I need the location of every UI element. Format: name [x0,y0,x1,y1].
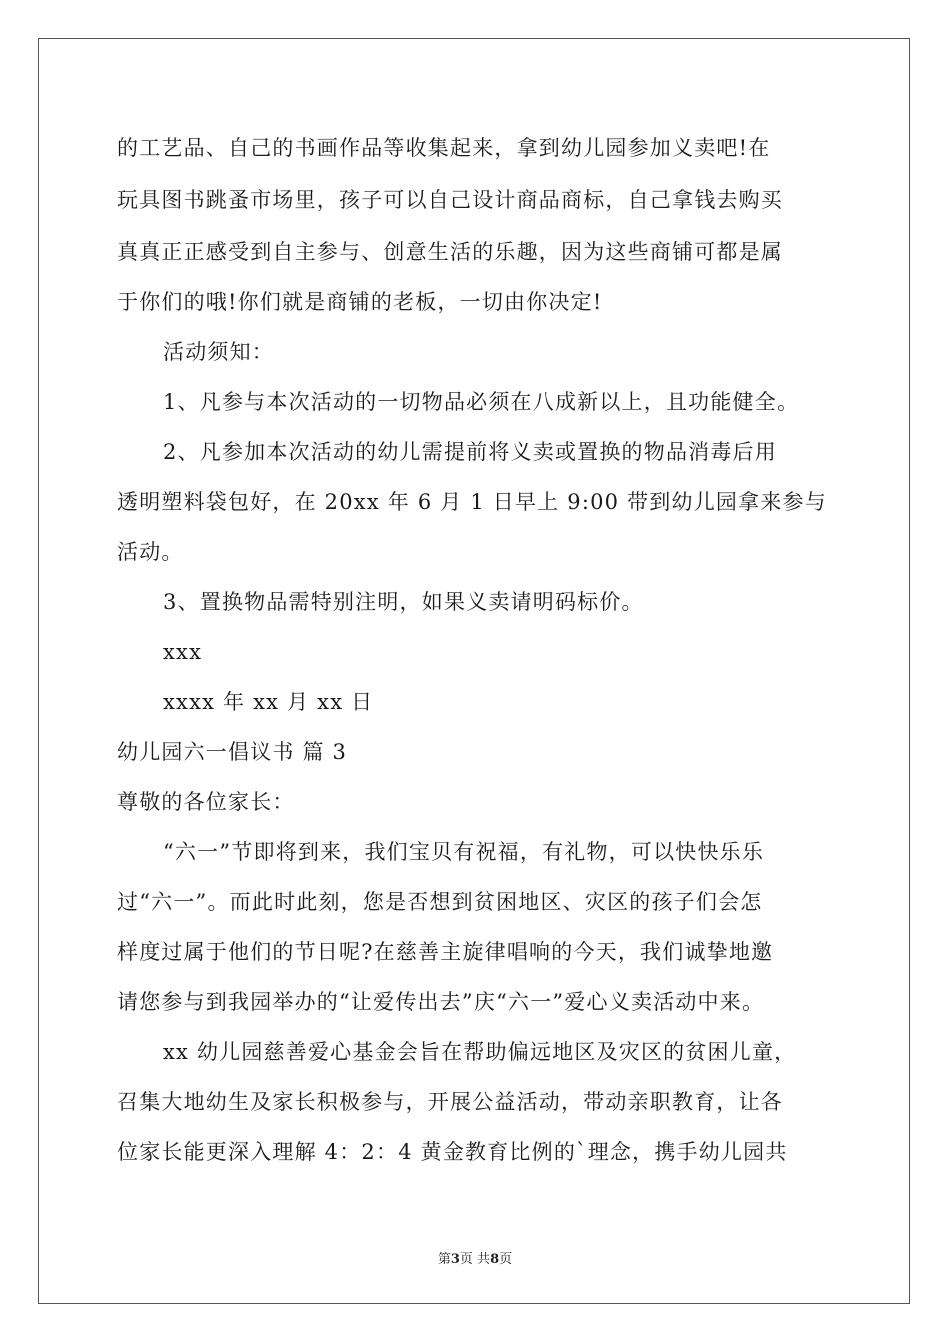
section-title: 幼儿园六一倡议书 篇 3 [117,740,348,764]
footer-mid: 页 共 [459,1252,491,1267]
para-2-line-2: 召集大地幼生及家长积极参与，开展公益活动，带动亲职教育，让各 [117,1090,783,1114]
notice-item-2: 2、凡参加本次活动的幼儿需提前将义卖或置换的物品消毒后用 [163,440,777,464]
notice-item-2-end: 活动。 [117,540,184,564]
para-1-line-1: “六一”节即将到来，我们宝贝有祝福，有礼物，可以快快乐乐 [163,840,765,864]
notice-item-2-cont: 透明塑料袋包好，在 20xx 年 6 月 1 日早上 9:00 带到幼儿园拿来参与 [117,490,827,514]
salutation: 尊敬的各位家长： [117,790,295,814]
para-1-line-4: 请您参与到我园举办的“让爱传出去”庆“六一”爱心义卖活动中来。 [117,990,765,1014]
footer-page-current: 3 [450,1252,460,1267]
body-line-1: 的工艺品、自己的书画作品等收集起来，拿到幼儿园参加义卖吧!在 [117,136,771,160]
para-2-line-3: 位家长能更深入理解 4：2：4 黄金教育比例的`理念，携手幼儿园共 [117,1140,788,1164]
notice-heading: 活动须知： [163,340,274,364]
signature-date: xxxx 年 xx 月 xx 日 [163,690,374,714]
notice-item-1: 1、凡参与本次活动的一切物品必须在八成新以上，且功能健全。 [163,390,800,414]
para-1-line-3: 样度过属于他们的节日呢?在慈善主旋律唱响的今天，我们诚挚地邀 [117,940,774,964]
body-line-3: 真真正正感受到自主参与、创意生活的乐趣，因为这些商铺可都是属 [117,240,783,264]
footer-page-total: 8 [490,1252,500,1267]
signature-name: xxx [163,640,203,664]
page-footer [0,1248,950,1267]
footer-prefix: 第 [437,1252,451,1267]
footer-suffix: 页 [499,1252,513,1267]
body-line-4: 于你们的哦!你们就是商铺的老板，一切由你决定! [117,290,603,314]
para-1-line-2: 过“六一”。而此时此刻，您是否想到贫困地区、灾区的孩子们会怎 [117,890,763,914]
para-2-line-1: xx 幼儿园慈善爱心基金会旨在帮助偏远地区及灾区的贫困儿童， [163,1040,797,1064]
notice-item-3: 3、置换物品需特别注明，如果义卖请明码标价。 [163,590,644,614]
body-line-2: 玩具图书跳蚤市场里，孩子可以自己设计商品商标，自己拿钱去购买 [117,188,783,212]
